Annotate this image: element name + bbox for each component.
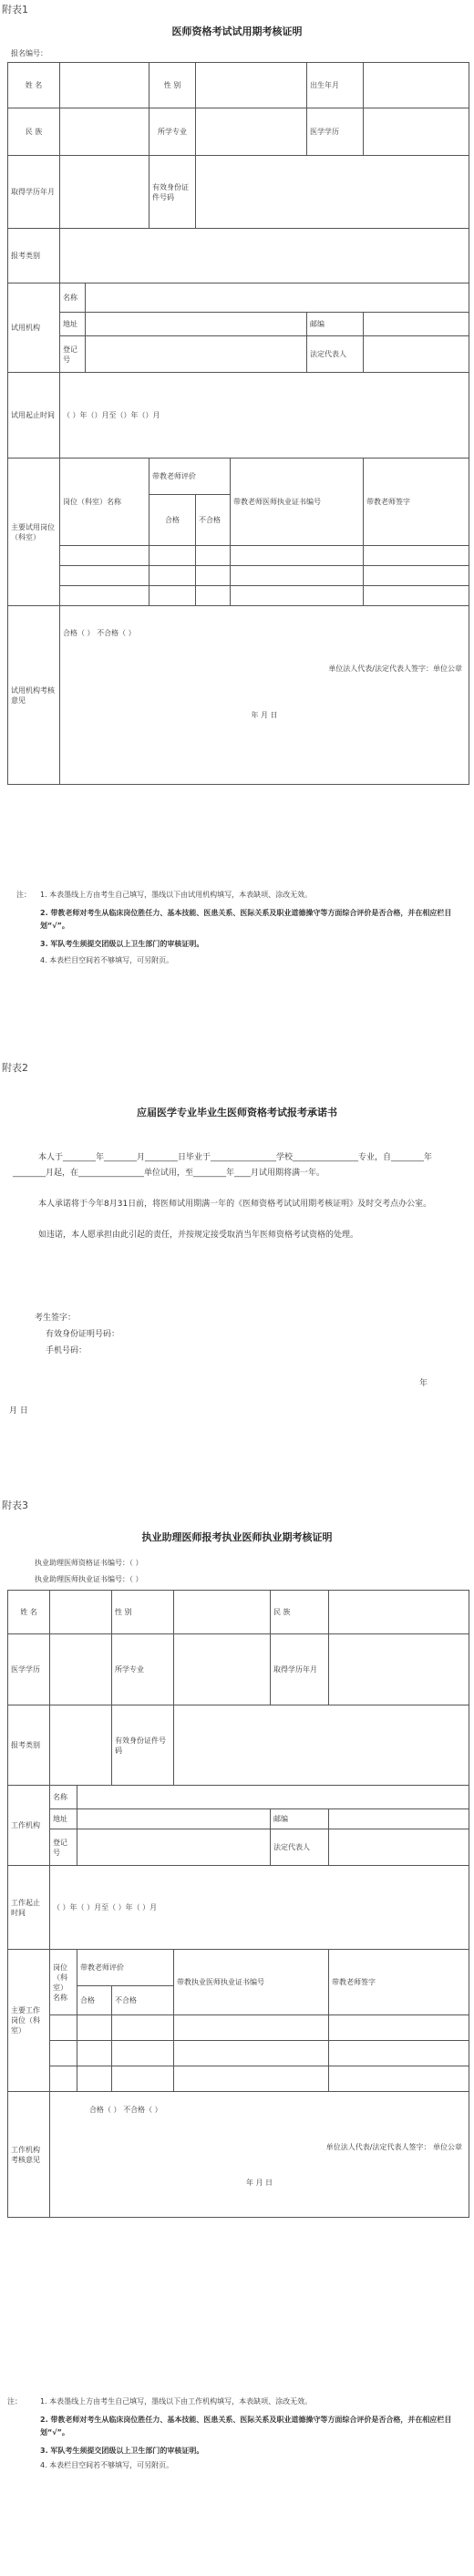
post-row-cell[interactable] xyxy=(112,2066,174,2092)
post-row-cell[interactable] xyxy=(50,2015,77,2041)
education-date-label: 取得学历年月 xyxy=(8,156,60,229)
work-period-label: 工作起止时间 xyxy=(8,1866,50,1950)
main-post-label: 主要试用岗位（科室） xyxy=(8,459,60,606)
pledge-paragraph-3: 如违诺，本人愿承担由此引起的责任，并按规定接受取消当年医师资格考试资格的处理。 xyxy=(38,1231,359,1240)
post-row-cell[interactable] xyxy=(364,546,469,566)
fail-header: 不合格 xyxy=(196,495,231,546)
attachment-1-label: 附表1 xyxy=(2,4,28,15)
gender-field[interactable] xyxy=(196,63,307,108)
post-row-cell[interactable] xyxy=(196,546,231,566)
phone-label: 手机号码： xyxy=(46,1346,88,1355)
post-row-cell[interactable] xyxy=(112,2041,174,2066)
pledge-paragraph-1: 本人于________年________月________日毕业于________________学校________________专业，自________年________月起，在________________单位试用，至________年____月试用期将满一年。 xyxy=(13,1153,433,1178)
post-row-cell[interactable] xyxy=(149,586,196,606)
note-1: 1. 本表墨线上方由考生自己填写，墨线以下由试用机构填写，本表缺项、涂改无效。 xyxy=(40,891,313,899)
post-row-cell[interactable] xyxy=(196,566,231,586)
org-address-label: 地址 xyxy=(50,1809,77,1829)
id-proof-label: 有效身份证明号码： xyxy=(46,1330,120,1339)
post-row-cell[interactable] xyxy=(174,2041,329,2066)
main-post-label: 主要工作岗位（科室） xyxy=(8,1950,50,2092)
id-number-label: 有效身份证件号码 xyxy=(112,1705,174,1786)
post-row-cell[interactable] xyxy=(329,2066,469,2092)
opinion-date-text: 年 月 日 xyxy=(251,711,278,719)
org-registration-label: 登记号 xyxy=(50,1829,77,1866)
teacher-evaluation-header: 带教老师评价 xyxy=(149,459,231,495)
attachment-3-title: 执业助理医师报考执业医师执业期考核证明 xyxy=(141,1531,333,1543)
org-name-field[interactable] xyxy=(77,1786,469,1809)
org-opinion-field[interactable] xyxy=(50,2092,469,2218)
post-row-cell[interactable] xyxy=(60,546,149,566)
trial-org-label: 试用机构 xyxy=(8,283,60,373)
org-registration-label: 登记号 xyxy=(60,336,86,373)
id-number-field[interactable] xyxy=(196,156,469,229)
work-org-label: 工作机构 xyxy=(8,1786,50,1866)
post-row-cell[interactable] xyxy=(60,586,149,606)
education-date-field[interactable] xyxy=(60,156,149,229)
ethnicity-label: 民 族 xyxy=(271,1591,329,1634)
name-label: 姓 名 xyxy=(8,1591,50,1634)
note-3: 3. 军队考生须提交团级以上卫生部门的审核证明。 xyxy=(40,2447,204,2455)
attachment-2-title: 应届医学专业毕业生医师资格考试报考承诺书 xyxy=(137,1107,337,1118)
post-row-cell[interactable] xyxy=(112,2015,174,2041)
teacher-certificate-header: 带教执业医师执业证书编号 xyxy=(174,1950,329,2015)
fail-header: 不合格 xyxy=(112,1986,174,2015)
medical-education-field[interactable] xyxy=(50,1634,112,1705)
post-row-cell[interactable] xyxy=(60,566,149,586)
teacher-certificate-header: 带教老师医师执业证书编号 xyxy=(231,459,364,546)
post-row-cell[interactable] xyxy=(149,566,196,586)
postcode-field[interactable] xyxy=(329,1809,469,1829)
attachment-1-notes xyxy=(16,889,463,967)
opinion-signature-text: 单位法人代表/法定代表人签字：单位公章 xyxy=(328,665,463,673)
org-name-label: 名称 xyxy=(50,1786,77,1809)
org-address-field[interactable] xyxy=(86,313,307,336)
pledge-date-month-day: 月 日 xyxy=(9,1406,28,1416)
ethnicity-label: 民 族 xyxy=(8,108,60,156)
trial-period-field[interactable]: （ ）年（）月至（）年（）月 xyxy=(60,373,469,459)
exam-category-label: 报考类别 xyxy=(8,1705,50,1786)
post-name-header: 岗位（科室）名称 xyxy=(50,1950,77,2015)
post-row-cell[interactable] xyxy=(174,2066,329,2092)
exam-category-label: 报考类别 xyxy=(8,229,60,283)
notes-head: 注： xyxy=(7,2397,22,2406)
opinion-result-text: 合格（ ） 不合格（ ） xyxy=(89,2106,162,2114)
org-name-field[interactable] xyxy=(86,283,469,313)
major-field[interactable] xyxy=(196,108,307,156)
gender-field[interactable] xyxy=(174,1591,271,1634)
pledge-date-year: 年 xyxy=(419,1379,428,1388)
postcode-field[interactable] xyxy=(364,313,469,336)
pledge-paragraph-2: 本人承诺将于今年8月31日前，将医师试用期满一年的《医师资格考试试用期考核证明》及时交考点办公室。 xyxy=(38,1200,432,1209)
post-row-cell[interactable] xyxy=(364,566,469,586)
post-row-cell[interactable] xyxy=(329,2015,469,2041)
id-number-label: 有效身份证件号码 xyxy=(149,156,196,229)
attachment-2-label: 附表2 xyxy=(2,1062,28,1074)
org-address-field[interactable] xyxy=(77,1809,271,1829)
work-period-field[interactable]: （ ）年（ ）月至（ ）年（ ）月 xyxy=(50,1866,469,1950)
postcode-label: 邮编 xyxy=(307,313,364,336)
gender-label: 性 别 xyxy=(149,63,196,108)
legal-rep-label: 法定代表人 xyxy=(271,1829,329,1866)
teacher-signature-header: 带教老师签字 xyxy=(364,459,469,546)
attachment-3-label: 附表3 xyxy=(2,1499,28,1511)
legal-rep-field[interactable] xyxy=(329,1829,469,1866)
opinion-result-text: 合格（ ） 不合格（ ） xyxy=(63,629,136,637)
attachment-3-notes xyxy=(7,2396,463,2472)
assistant-qualification-cert: 执业助理医师资格证书编号：（ ） xyxy=(35,1559,143,1567)
pass-header: 合格 xyxy=(77,1986,112,2015)
attachment-1-title: 医师资格考试试用期考核证明 xyxy=(171,26,303,37)
ethnicity-field[interactable] xyxy=(60,108,149,156)
post-row-cell[interactable] xyxy=(231,566,364,586)
org-name-label: 名称 xyxy=(60,283,86,313)
legal-rep-field[interactable] xyxy=(364,336,469,373)
post-row-cell[interactable] xyxy=(50,2066,77,2092)
post-row-cell[interactable] xyxy=(77,2041,112,2066)
teacher-signature-header: 带教老师签字 xyxy=(329,1950,469,2015)
candidate-signature-label: 考生签字： xyxy=(35,1314,77,1323)
note-2: 2. 带教老师对考生从临床岗位胜任力、基本技能、医患关系、医际关系及职业道德操守等方面综合评价是否合格，并在相应栏目划“√”。 xyxy=(40,2416,452,2437)
assistant-practice-cert: 执业助理医师执业证书编号：（ ） xyxy=(35,1575,143,1583)
post-row-cell[interactable] xyxy=(231,546,364,566)
exam-category-field[interactable] xyxy=(60,229,469,283)
post-row-cell[interactable] xyxy=(77,2015,112,2041)
education-date-field[interactable] xyxy=(329,1634,469,1705)
opinion-signature-text: 单位法人代表/法定代表人签字： 单位公章 xyxy=(325,2143,463,2151)
org-registration-field[interactable] xyxy=(86,336,307,373)
post-row-cell[interactable] xyxy=(364,586,469,606)
birth-label: 出生年月 xyxy=(307,63,364,108)
ethnicity-field[interactable] xyxy=(329,1591,469,1634)
org-opinion-label: 试用机构考核意见 xyxy=(8,606,60,785)
major-label: 所学专业 xyxy=(112,1634,174,1705)
org-opinion-field[interactable] xyxy=(60,606,469,785)
major-field[interactable] xyxy=(174,1634,271,1705)
post-row-cell[interactable] xyxy=(77,2066,112,2092)
pass-header: 合格 xyxy=(149,495,196,546)
medical-education-field[interactable] xyxy=(364,108,469,156)
id-number-field[interactable] xyxy=(174,1705,469,1786)
attachment-3-form xyxy=(7,1590,469,2218)
gender-label: 性 别 xyxy=(112,1591,174,1634)
teacher-evaluation-header: 带教老师评价 xyxy=(77,1950,174,1986)
major-label: 所学专业 xyxy=(149,108,196,156)
name-field[interactable] xyxy=(60,63,149,108)
birth-field[interactable] xyxy=(364,63,469,108)
opinion-date-text: 年 月 日 xyxy=(245,2179,273,2187)
post-row-cell[interactable] xyxy=(196,586,231,606)
note-3: 3. 军队考生须提交团级以上卫生部门的审核证明。 xyxy=(40,940,204,948)
org-opinion-label: 工作机构考核意见 xyxy=(8,2092,50,2218)
exam-category-field[interactable] xyxy=(50,1705,112,1786)
medical-education-label: 医学学历 xyxy=(8,1634,50,1705)
registration-number-label: 报名编号： xyxy=(11,49,47,57)
attachment-1-form xyxy=(7,62,469,785)
trial-period-label: 试用起止时间 xyxy=(8,373,60,459)
education-date-label: 取得学历年月 xyxy=(271,1634,329,1705)
post-row-cell[interactable] xyxy=(174,2015,329,2041)
post-row-cell[interactable] xyxy=(149,546,196,566)
medical-education-label: 医学学历 xyxy=(307,108,364,156)
name-field[interactable] xyxy=(50,1591,112,1634)
post-row-cell[interactable] xyxy=(50,2041,77,2066)
name-label: 姓 名 xyxy=(8,63,60,108)
note-2: 2. 带教老师对考生从临床岗位胜任力、基本技能、医患关系、医际关系及职业道德操守等方面综合评价是否合格，并在相应栏目划“√”。 xyxy=(40,909,452,930)
org-registration-field[interactable] xyxy=(77,1829,271,1866)
note-4: 4. 本表栏目空间若不够填写，可另附页。 xyxy=(40,2461,174,2469)
post-row-cell[interactable] xyxy=(231,586,364,606)
postcode-label: 邮编 xyxy=(271,1809,329,1829)
legal-rep-label: 法定代表人 xyxy=(307,336,364,373)
notes-head: 注： xyxy=(16,891,31,899)
post-row-cell[interactable] xyxy=(329,2041,469,2066)
post-name-header: 岗位（科室）名称 xyxy=(60,459,149,546)
org-address-label: 地址 xyxy=(60,313,86,336)
note-4: 4. 本表栏目空间若不够填写，可另附页。 xyxy=(40,956,174,964)
note-1: 1. 本表墨线上方由考生自己填写，墨线以下由工作机构填写，本表缺项、涂改无效。 xyxy=(40,2397,313,2406)
